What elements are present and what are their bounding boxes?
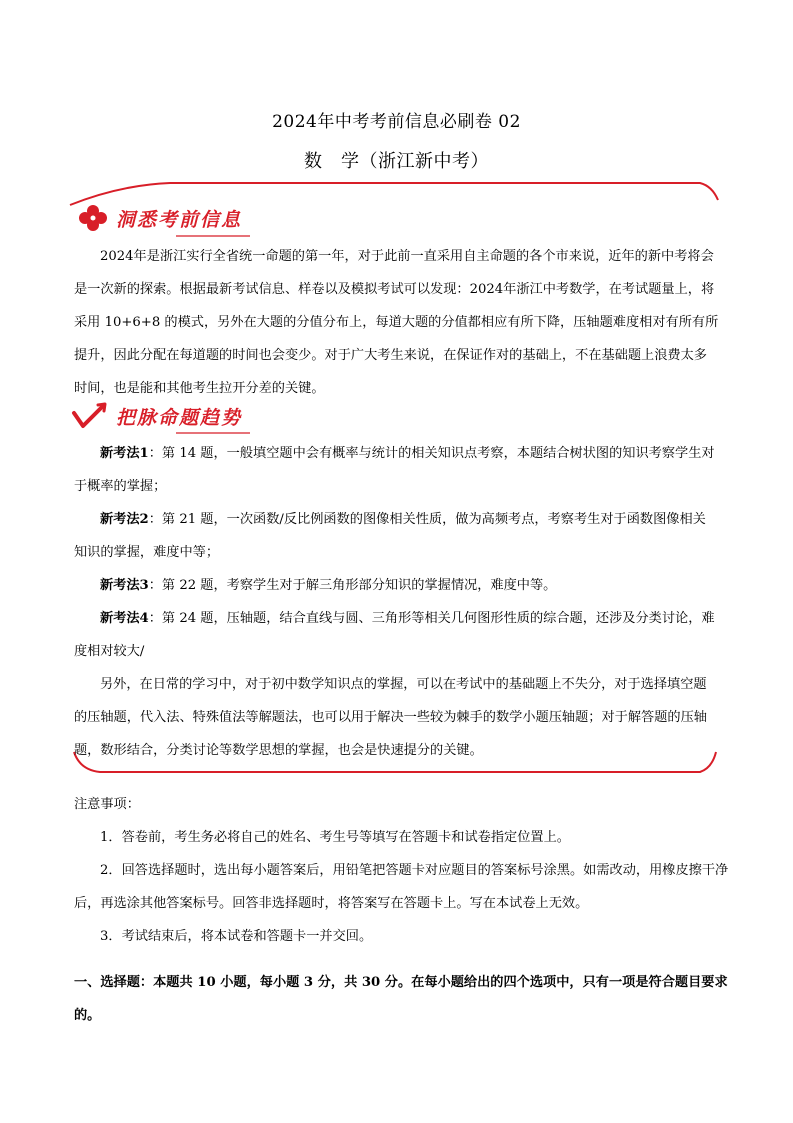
info-paragraph: [74, 240, 719, 405]
trend-closing-text: 另外，在日常的学习中，对于初中数学知识点的掌握，可以在考试中的基础题上不失分，对于选择填空题的压轴题，代入法、特殊值法等解题法，也可以用于解决一些较为棘手的数学小题压轴题；对于解答题的压轴题，数形结合，分类讨论等数学思想的掌握，也会是快速提分的关键。: [74, 677, 707, 758]
trend-label: 新考法3: [100, 578, 149, 593]
notes-title: 注意事项：: [74, 797, 140, 812]
section-heading-label: 洞悉考前信息: [116, 208, 243, 231]
clover-icon: [76, 203, 110, 233]
trend-closing: [74, 668, 719, 767]
trend-item: [74, 569, 719, 602]
check-arrow-icon: [70, 401, 110, 431]
question-section-heading: [74, 966, 734, 1032]
trend-label: 新考法4: [100, 611, 149, 626]
question-section-text: 一、选择题：本题共 10 小题，每小题 3 分，共 30 分。在每小题给出的四个选项中，只有一项是符合题目要求的。: [74, 975, 728, 1023]
section-heading-label: 把脉命题趋势: [116, 406, 243, 429]
section-heading-info: [76, 203, 242, 233]
page-subtitle: 数 学（浙江新中考）: [304, 151, 489, 172]
trend-label: 新考法2: [100, 512, 149, 527]
trend-item: [74, 503, 719, 569]
trends-list: [74, 437, 719, 767]
trend-text: ：第 22 题，考察学生对于解三角形部分知识的掌握情况，难度中等。: [148, 578, 557, 593]
trend-text: ：第 24 题，压轴题，结合直线与圆、三角形等相关几何图形性质的综合题，还涉及分类讨论，难度相对较大/: [74, 611, 715, 659]
note-item: 1．答卷前，考生务必将自己的姓名、考生号等填写在答题卡和试卷指定位置上。: [100, 830, 570, 845]
note-item: 2．回答选择题时，选出每小题答案后，用铅笔把答题卡对应题目的答案标号涂黑。如需改动，用橡皮擦干净后，再选涂其他答案标号。回答非选择题时，将答案写在答题卡上。写在本试卷上无效。: [74, 863, 729, 911]
trend-item: [74, 602, 719, 668]
trend-label: 新考法1: [100, 446, 149, 461]
trend-text: ：第 14 题，一般填空题中会有概率与统计的相关知识点考察，本题结合树状图的知识考察学生对于概率的掌握；: [74, 446, 715, 494]
page-title: 2024年中考考前信息必刷卷 02: [272, 112, 521, 132]
section-heading-trends: [70, 401, 242, 431]
notes-block: [74, 788, 734, 953]
trend-item: [74, 437, 719, 503]
note-item: 3．考试结束后，将本试卷和答题卡一并交回。: [100, 929, 373, 944]
info-text: 2024年是浙江实行全省统一命题的第一年，对于此前一直采用自主命题的各个市来说，近年的新中考将会是一次新的探索。根据最新考试信息、样卷以及模拟考试可以发现：2024年浙江中考数学，在考试题量上，将采用 10+6+8 的模式，另外在大题的分值分布上，每道大题的分值都相应有所下降，压轴题难度相对有所有所提升，因此分配在每道题的时间也会变少。对于广大考生来说，在保证作对的基础上，不在基础题上浪费太多时间，也是能和其他考生拉开分差的关键。: [74, 249, 719, 396]
trend-text: ：第 21 题，一次函数/反比例函数的图像相关性质，做为高频考点，考察考生对于函数图像相关知识的掌握，难度中等；: [74, 512, 706, 560]
